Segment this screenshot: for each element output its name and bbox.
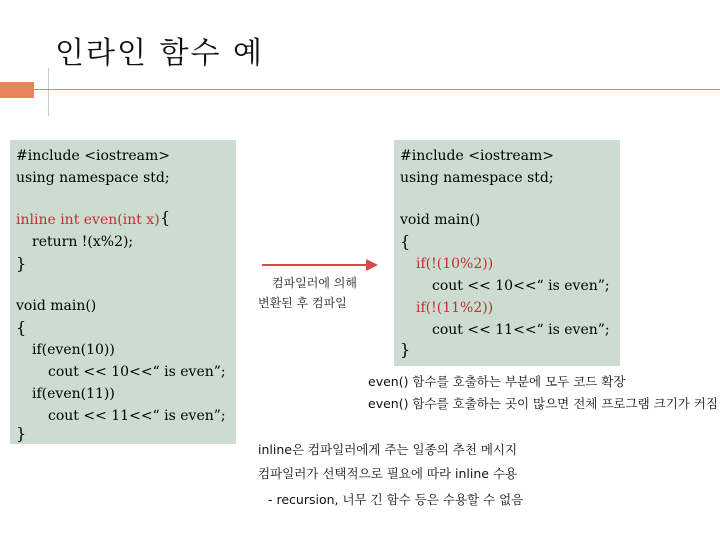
code-using: using namespace std; xyxy=(16,170,170,186)
title-vertical-rule xyxy=(48,68,49,116)
code-cout-10: cout << 10<<“ is even”; xyxy=(48,364,226,380)
accent-block xyxy=(0,82,34,98)
note-program-size: even() 함수를 호출하는 곳이 많으면 전체 프로그램 크기가 커짐 xyxy=(368,396,718,411)
slide-title: 인라인 함수 예 xyxy=(55,36,264,71)
code-main-close-brace: } xyxy=(400,340,411,359)
code-include: #include <iostream> xyxy=(400,148,555,164)
code-if-expanded-10: if(!(10%2)) xyxy=(416,256,494,272)
code-cout-10: cout << 10<<“ is even”; xyxy=(432,278,610,294)
note-inline-suggestion: inline은 컴파일러에게 주는 일종의 추천 메시지 xyxy=(258,442,518,457)
code-main-decl: void main() xyxy=(16,298,97,314)
code-func-open-brace: { xyxy=(160,208,171,227)
original-code-panel xyxy=(10,140,236,444)
code-cout-11: cout << 11<<“ is even”; xyxy=(48,408,226,424)
code-func-return: return !(x%2); xyxy=(32,234,134,250)
code-if-expanded-11: if(!(11%2)) xyxy=(416,300,494,316)
code-if-even-10: if(even(10)) xyxy=(32,342,115,358)
code-include: #include <iostream> xyxy=(16,148,171,164)
code-inline-decl: inline int even(int x) xyxy=(16,212,160,228)
code-cout-11: cout << 11<<“ is even”; xyxy=(432,322,610,338)
note-code-expansion: even() 함수를 호출하는 부분에 모두 코드 확장 xyxy=(368,374,626,389)
expanded-code-panel xyxy=(394,140,620,366)
note-restrictions: - recursion, 너무 긴 함수 등은 수용할 수 없음 xyxy=(268,492,524,507)
code-main-close-brace: } xyxy=(16,424,27,443)
note-compiler-optional: 컴파일러가 선택적으로 필요에 따라 inline 수용 xyxy=(258,466,518,481)
transform-arrow-icon xyxy=(262,256,380,274)
arrow-label-line1: 컴파일러에 의해 xyxy=(272,276,357,290)
code-main-decl: void main() xyxy=(400,212,481,228)
code-main-open-brace: { xyxy=(16,318,27,337)
accent-rule xyxy=(34,89,720,90)
code-using: using namespace std; xyxy=(400,170,554,186)
code-main-open-brace: { xyxy=(400,232,411,251)
code-func-close-brace: } xyxy=(16,254,27,273)
arrow-label-line2: 변환된 후 컴파일 xyxy=(258,296,347,310)
code-if-even-11: if(even(11)) xyxy=(32,386,115,402)
